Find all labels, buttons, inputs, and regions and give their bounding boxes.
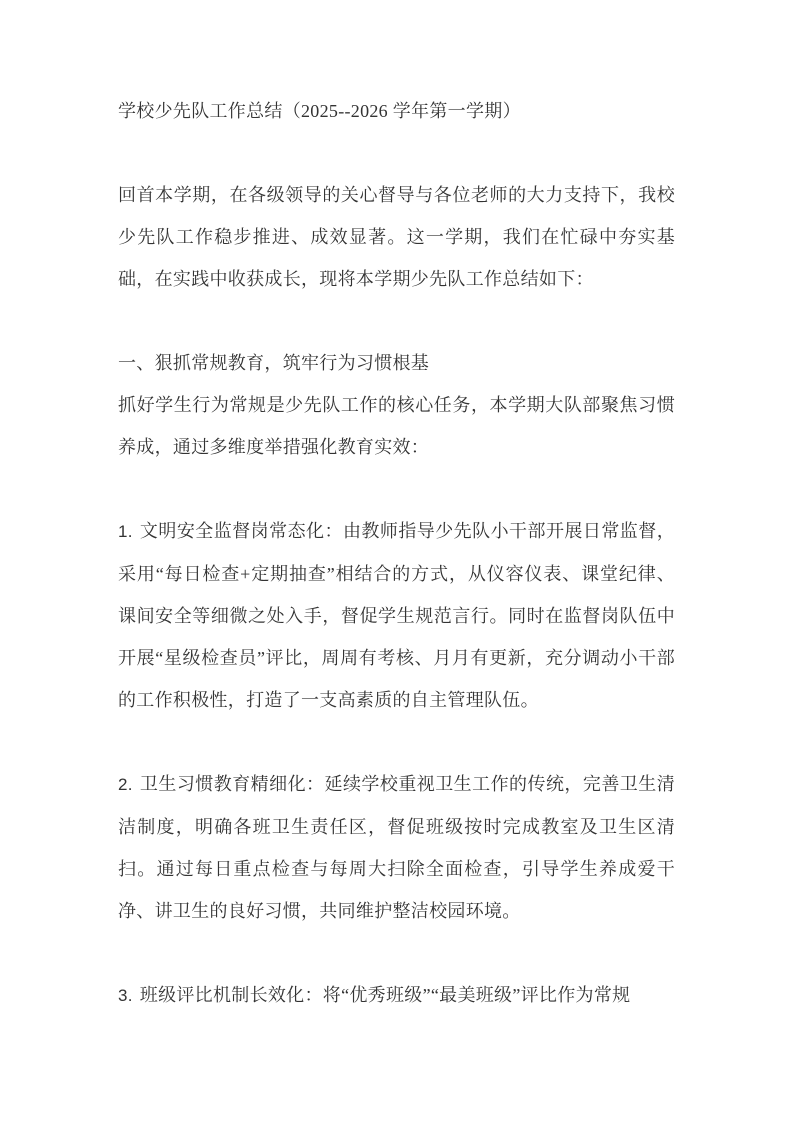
list-item — [118, 763, 675, 932]
document-title: 学校少先队工作总结（2025--2026 学年第一学期） — [118, 101, 521, 121]
list-item-text: 卫生习惯教育精细化：延续学校重视卫生工作的传统，完善卫生清洁制度，明确各班卫生责任区，督促班级按时完成教室及卫生区清扫。通过每日重点检查与每周大扫除全面检查，引导学生养成爱干净、讲卫生的良好习惯，共同维护整洁校园环境。 — [118, 774, 675, 921]
section-lead-paragraph: 抓好学生行为常规是少先队工作的核心任务，本学期大队部聚焦习惯养成，通过多维度举措强化教育实效： — [118, 395, 675, 457]
list-item-number: 2. — [118, 775, 133, 794]
list-item — [118, 510, 675, 721]
list-item — [118, 974, 675, 1017]
list-item-number: 3. — [118, 986, 133, 1005]
intro-paragraph: 回首本学期，在各级领导的关心督导与各位老师的大力支持下，我校少先队工作稳步推进、成效显著。这一学期，我们在忙碌中夯实基础，在实践中收获成长，现将本学期少先队工作总结如下： — [118, 185, 675, 289]
section-heading: 一、狠抓常规教育，筑牢行为习惯根基 — [118, 353, 430, 373]
list-item-text: 文明安全监督岗常态化：由教师指导少先队小干部开展日常监督，采用“每日检查+定期抽查”相结合的方式，从仪容仪表、课堂纪律、课间安全等细微之处入手，督促学生规范言行。同时在监督岗队伍中开展“星级检查员”评比，周周有考核、月月有更新，充分调动小干部的工作积极性，打造了一支高素质的自主管理队伍。 — [118, 521, 675, 710]
list-item-number: 1. — [118, 522, 133, 541]
list-item-text: 班级评比机制长效化：将“优秀班级”“最美班级”评比作为常规 — [139, 985, 631, 1005]
